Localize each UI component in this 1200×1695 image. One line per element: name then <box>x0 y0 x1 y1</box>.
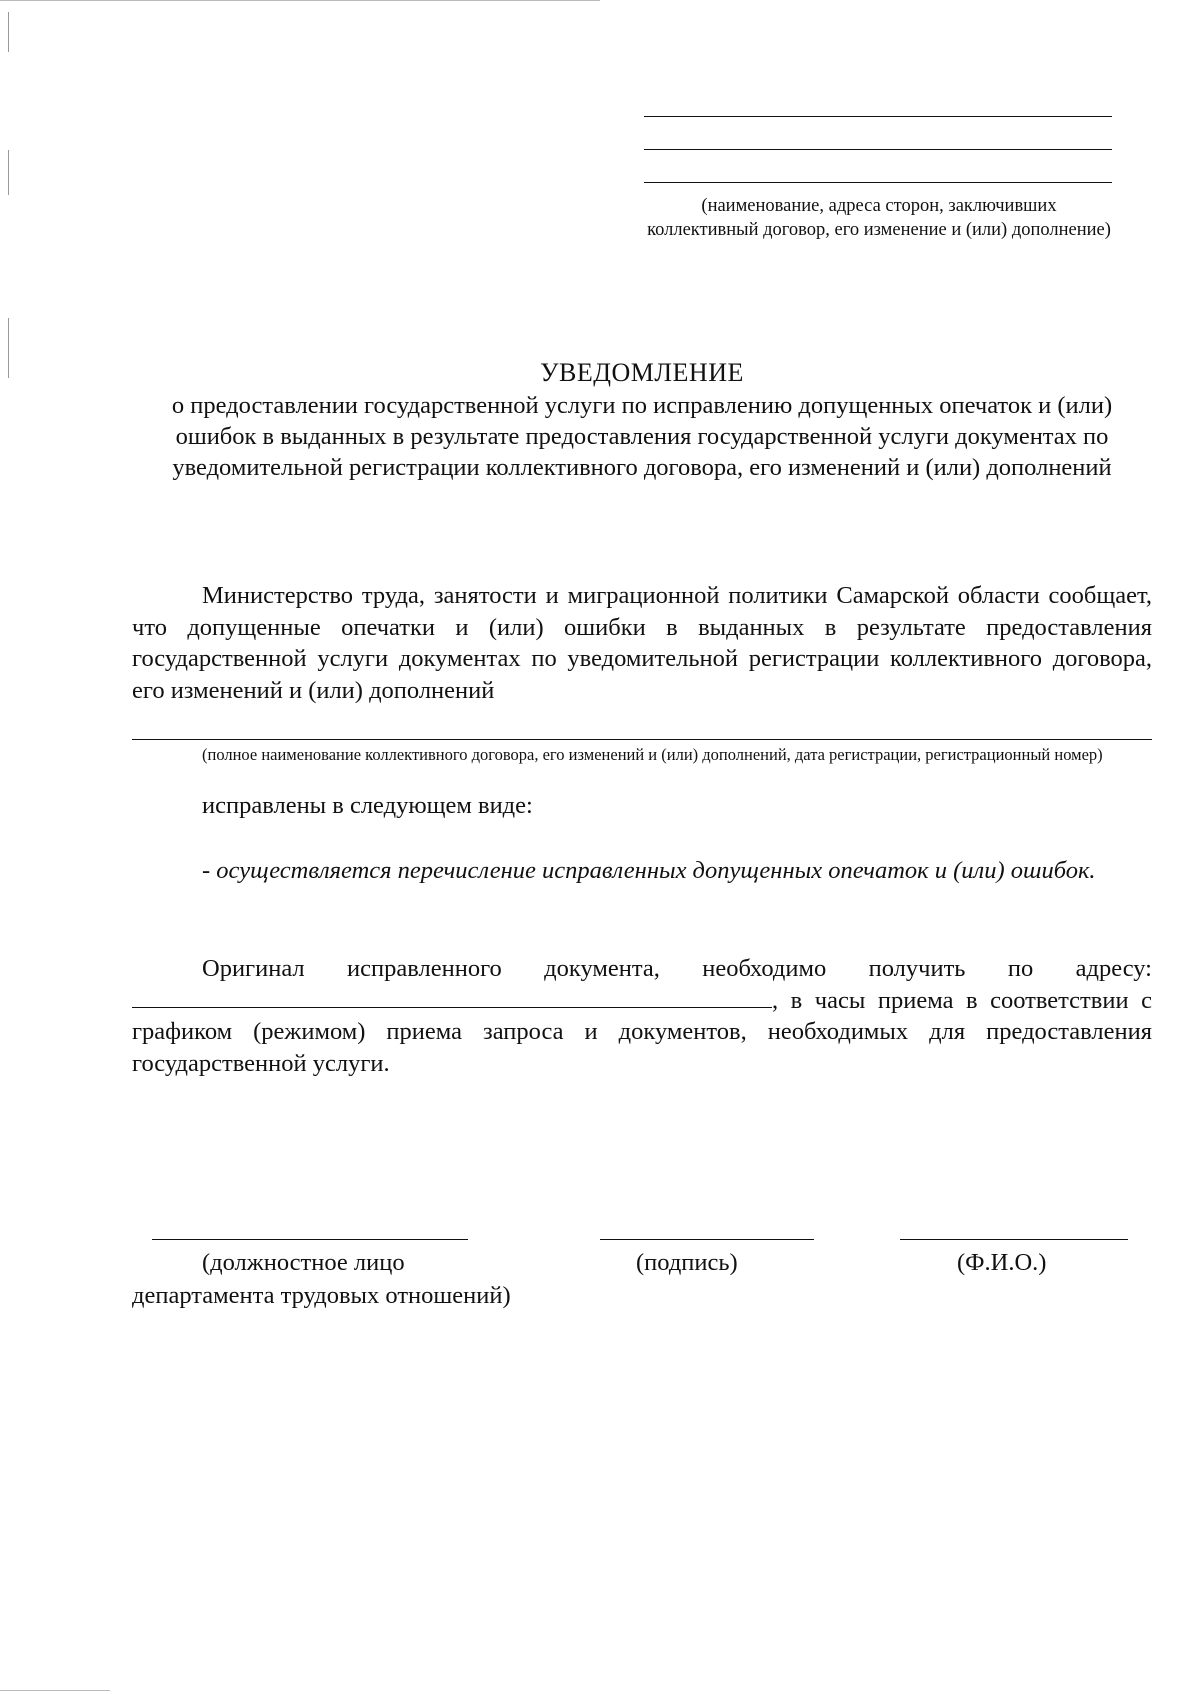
official-caption-line2: департамента трудовых отношений) <box>132 1282 511 1309</box>
document-title: УВЕДОМЛЕНИЕ <box>540 358 744 387</box>
address-blank-line <box>132 985 772 1008</box>
official-caption-line1: (должностное лицо <box>202 1249 405 1276</box>
signature-caption: (подпись) <box>636 1249 738 1276</box>
addressee-blank-line <box>644 182 1112 183</box>
signature-line <box>600 1239 814 1240</box>
original-text-part2: , в часы приема в соответствии с графиком (режимом) приема запроса и документов, необходимых для предоставления государственной услуги. <box>132 986 1152 1077</box>
corrections-list-item: - осуществляется перечисление исправленных допущенных опечаток и (или) ошибок. <box>202 857 1096 884</box>
fio-line <box>900 1239 1128 1240</box>
fio-caption: (Ф.И.О.) <box>957 1249 1047 1276</box>
addressee-blank-line <box>644 116 1112 117</box>
addressee-caption: (наименование, адреса сторон, заключивших коллективный договор, его изменение и (или) дополнение) <box>647 196 1111 240</box>
official-caption <box>132 1246 632 1312</box>
original-text-part1: Оригинал исправленного документа, необходимо получить по адресу: <box>202 955 1152 982</box>
addressee-blank-line <box>644 149 1112 150</box>
agreement-blank-line <box>132 739 1152 740</box>
agreement-caption: (полное наименование коллективного договора, его изменений и (или) дополнений, дата регистрации, регистрационный номер) <box>202 745 1103 764</box>
original-document-paragraph <box>132 953 1152 1079</box>
addressee-block <box>644 108 1114 242</box>
title-block <box>130 356 1154 483</box>
scan-edge-top <box>0 0 600 1</box>
document-subtitle: о предоставлении государственной услуги по исправлению допущенных опечаток и (или) ошибок в выданных в результате предоставления государственной услуги документах по уведомительной регистрации коллективного договора, его изменений и (или) дополнений <box>171 392 1113 481</box>
official-signature-line <box>152 1239 468 1240</box>
scan-mark-left <box>8 150 9 195</box>
scan-mark-left <box>8 318 9 378</box>
fixed-text: исправлены в следующем виде: <box>202 792 533 819</box>
scan-edge-bottom <box>0 1690 110 1691</box>
scan-mark-left <box>8 12 9 52</box>
notice-paragraph: Министерство труда, занятости и миграционной политики Самарской области сообщает, что допущенные опечатки и (или) ошибки в выданных в результате предоставления государственной услуги документах по уведомительной регистрации коллективного договора, его изменений и (или) дополнений <box>132 582 1152 704</box>
